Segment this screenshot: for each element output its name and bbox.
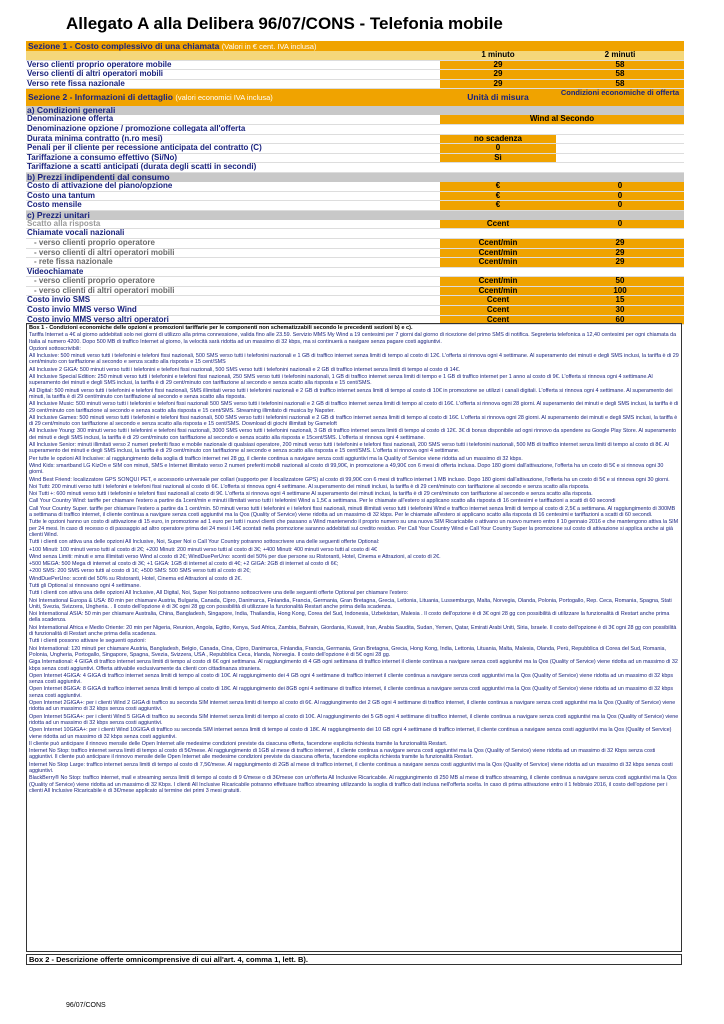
box1-paragraph: Tutti i clienti con attiva una delle opzioni All Inclusive, Noi, Super Noi o Call Your Country potranno sottoscrivere una delle seguenti offerte Optional: [29,539,380,546]
box1-paragraph: All Inclusive 2 GIGA: 500 minuti verso tutti i telefonini e telefoni fissi nazionali, 500 SMS verso tutti i telefonini nazionali e 2 GB di traffico internet senza limiti di tempo al costo di 14€. [29,366,461,373]
scatto-row: Scatto alla risposta Ccent 0 [26,220,684,230]
row-value-2: 29 [556,239,684,248]
row-value-1: € [440,192,556,201]
row-value-2: 0 [556,182,684,191]
section-a-row [26,125,684,135]
row-label: Verso clienti di altri operatori mobili [27,70,164,79]
section-b-header: b) Prezzi indipendenti dal consumo [26,173,684,182]
row-value-2: 58 [556,80,684,89]
row-label: - verso clienti proprio operatore [34,238,155,247]
row-label: Durata minima contratto (n.ro mesi) [27,134,163,143]
row-value-2: 50 [556,277,684,286]
row-label: - verso clienti di altri operatori mobili [34,248,175,257]
row-value-2 [556,154,684,163]
section-c-header: c) Prezzi unitari [26,211,684,220]
row-value-1 [440,125,556,134]
section-a-row [26,144,684,154]
row-label: Verso rete fissa nazionale [27,79,125,88]
col-unit: Unità di misura [467,92,529,103]
box1-paragraph: Opzioni sottoscrivibili: [29,345,81,352]
row-value-1: Ccent/min [440,249,556,258]
box1-paragraph: All Inclusive Music: 500 minuti verso tutti i telefonini e telefoni fissi nazionali 500 SMS verso tutti i telefonini nazionali e 2 GB di traffico internet senza limiti di tempo al costo di 16€. L'offerta si rinnova ogni 28 giorni. Al superamento dei minuti e degli SMS inclusi, la tariffa è di 29 cent/minuto con tariffazione al secondo e senza scatto alla risposta e 15 cent/SMS. Streaming illimitato di musica by Napster. [29,401,679,414]
row-label: Costo di attivazione del piano/opzione [27,181,173,190]
box1-paragraph: Tutti i clienti con attiva una delle opzioni All Inclusive, All Digital, Noi, Super Noi potranno sottoscrivere una delle seguenti offerte Optional per chiamare l'estero: [29,590,409,597]
box1-paragraph: Open Internet 4GIGA: 4 GIGA di traffico internet senza limiti di tempo al costo di 10€. Al raggiungimento dei 4 GB ogni 4 settimane di traffico internet il cliente continua a navigare senza costi aggiuntivi ma la Qos (Quality of Service) viene ridotta ad un massimo di 32 kbps senza costi aggiuntivi. [29,672,674,686]
box1-paragraph: Wind Best Friend: localizzatore GPS SONQUI PET, e accessorio universale per collari (supporto per il localizzatore GPS) al costo di 99,90€ con 6 mesi di traffico internet 1 MB incluso. Dopo 180 giorni dall'attivazione, l'offerta ha un costo di 5€ e si rinnova ogni 30 giorni. [29,476,670,483]
section1-column-header [26,51,684,61]
row-label: Costo mensile [27,201,82,210]
row-value-1: 29 [440,70,556,79]
tariff-table [26,41,684,325]
box1-paragraph: All Inclusive Special Edition: 250 minuti verso tutti i telefonini e telefoni fissi nazionali, 250 SMS verso tutti i telefonini nazionali, 1 GB di traffico internet senza limiti di tempo e 1 GB di traffico internet per 1 anno al costo di 9€. L'offerta si rinnova ogni 4 settimane.Al superamento dei minuti e degli SMS inclusi, la tariffa è di 29 cent/minuto con tariffazione al secondo e senza scatto alla risposta e 15 cent/SMS. [29,374,653,387]
row-value-2: 15 [556,296,684,305]
box1-paragraph: Tariffa Internet a 4€ al giorno addebitati solo nei giorni di utilizzo alla prima connessione, valida fino alle 23.59. Servizio MMS My Wind a 19 centesimi per 7 giorni dal giorno di ricezione del primo SMS di notifica. Segreteria telefonica a 12,40 centesimi per ogni chiamata da Italia al numero 4200. Dopo 500 MB di traffico Internet al giorno, la velocità sarà ridotta ad un massimo di 32 kbps, ma si continuerà a navigare senza pagare costi aggiuntivi. [29,332,677,345]
row-value-1: Ccent/min [440,277,556,286]
box1-paragraph: Call Your Country Super. tariffe per chiamare l'estero a partire da 1 cent/min. 50 minuti verso tutti i telefonini e i telefoni fissi nazionali, minuti illimitati verso tutti i telefonini Wind e traffico internet senza limiti di tempo al costo di 2,5€ a settimana. Al raggiungimento di 300MB a settimana di traffico internet, il cliente continua a navigare senza costi aggiuntivi ma la Qos (Quality of Service) viene ridotta ad un massimo di 32 kbps. Per le chiamate all'estero si applicano scatto alla risposta di 16 centesimi e tariffazioni a scatti di 60 secondi. [29,505,676,519]
row-value-1: 29 [440,80,556,89]
row-label: Tariffazione a scatti anticipati (durata degli scatti in secondi) [27,163,257,172]
row-label: Costo una tantum [27,191,95,200]
box1-paragraph: Open Internet 8GIGA: 8 GIGA di traffico internet senza limiti di tempo al costo di 18€. Al raggiungimento dei 8GB ogni 4 settimane di traffico internet, il cliente continua a navigare senza costi aggiuntivi ma la Qos (Quality of Service) viene ridotta ad un massimo di 32 kbps senza costi aggiuntivi. [29,686,674,699]
box1-paragraph: BlackBerry® No Stop: traffico internet, mail e streaming senza limiti di tempo al costo di 9 €/mese o di 3€/mese con un'offerta All Inclusive Ricaricabile. Al raggiungimento di 250 MB al mese di traffico streaming, il cliente continua a navigare senza costi aggiuntivi ma la Qos (Quality of Service) viene ridotta ad un massimo di 32 Kbps. I clienti All Inclusive Ricaricabile potranno effettuare traffico streaming utilizzando la soglia di traffico dati inclusa nell'offerta scelta. In caso di prima attivazione entro il 1 febbraio 2016, il costo dell'opzione per i clienti All Inclusive Ricaricabile è di 3€/mese applicato al termine dei primi 3 mesi gratuiti. [29,775,677,794]
box1-conditions [26,323,682,952]
row-value-1: Ccent/min [440,239,556,248]
row-label: Costo invio MMS verso Wind [27,306,137,315]
section-b-row [26,182,684,192]
box2-description: Box 2 - Descrizione offerte omnicomprensive di cui all'art. 4, comma 1, lett. B). [26,954,682,965]
row-label: Verso clienti proprio operatore mobile [27,60,172,69]
voice-header-row: Chiamate vocali nazionali [26,229,684,239]
box1-paragraph: Tutti gli Optional si rinnovano ogni 4 settimane. [29,582,141,589]
col-conditions: Condizioni economiche di offerta [560,88,680,98]
box1-paragraph: All Digital: 500 minuti verso tutti i telefonini e telefoni fissi nazionali, SMS illimitati verso tutti i telefonini nazionali e 2 GB di traffico internet senza limiti di tempo al costo di 10€ in promozione se utilizzi i canali digitali. L'offerta si rinnova ogni 4 settimane. Al superamento dei minuti, la tariffa è di 29 cent/minuto con tariffazione al secondo e senza scatto alla risposta. [29,387,673,400]
box1-paragraph: All Inclusive: 500 minuti verso tutti i telefonini e telefoni fissi nazionali, 500 SMS verso tutti i telefonini nazionali e 1 GB di traffico internet senza limiti di tempo al costo di 12€. L'offerta si rinnova ogni 4 settimane. Al superamento dei minuti e degli SMS inclusi, la tariffa è di 29 cent/minuto con tariffazione al secondo e senza scatto alla risposta e 15 cent/SMS [29,353,679,366]
voice-row [26,239,684,249]
row-label: - rete fissa nazionale [34,258,113,267]
section-a-row [26,154,684,164]
box1-paragraph: Per tutte le opzioni All Inclusive: al raggiungimento della soglia di traffico internet nei 28 gg, il cliente continua a navigare senza costi aggiuntivi ma la Quality of Service viene ridotta ad un massimo di 32 kbps. [29,455,523,462]
row-value-2: 58 [556,61,684,70]
section1-header: Sezione 1 - Costo complessivo di una chiamata (Valori in € cent. IVA inclusa) [26,41,684,51]
box1-paragraph: +500 MEGA: 500 Mega di internet al costo di 3€; +1 GIGA: 1GB di internet al costo di 4€; +2 GIGA: 2GB di internet al costo di 6€; [29,561,339,568]
col-1-minute: 1 minuto [481,50,515,59]
row-value-2 [556,125,684,134]
section1-row [26,61,684,71]
voice-row [26,258,684,268]
box1-paragraph: All Inclusive Games: 500 minuti verso tutti i telefonini e telefoni fissi nazionali, 500 SMS verso tutti i telefonini nazionali e 2 GB di traffico internet senza limiti di tempo al costo di 16€. L'offerta si rinnova ogni 28 giorni. Al superamento dei minuti e degli SMS inclusi, la tariffa è di 29 cent/minuto con tariffazione al secondo e senza scatto alla risposta e 15 cent/SMS. Download di giochi illimitati by Gameloft [29,414,678,428]
box1-paragraph: Internet No Stop Large: traffico internet senza limiti di tempo al costo di 7,5€/mese. Al raggiungimento di 2GB al mese di traffico internet, il cliente continua a navigare senza costi aggiuntivi ma la Qos (Quality of Service) viene ridotta ad un massimo di 32 kbps senza costi aggiuntivi. [29,761,673,774]
box1-paragraph: Noi International: 120 minuti per chiamare Austria, Bangladesh, Belgio, Canada, Cina, Cipro, Danimarca, Finlandia, Francia, Germania, Gran Bretagna, Grecia, Hong Kong, India, Lettonia, Lituania, Malta, Malesia, Olanda, Perù, Repubblica di Corea del Sud, Romania, Polonia, Ungheria, Portogallo, Singapore, Spagna, Svezia, Svizzera, USA , Repubblica Ceca, Irlanda, Norvegia. Il costo dell'opzione è di 5€ ogni 28 gg. [29,645,667,658]
row-label: Penali per il cliente per recessione anticipata del contratto (C) [27,144,262,153]
voice-row [26,249,684,259]
row-value-2: 0 [556,201,684,210]
box1-paragraph: Tutte le opzioni hanno un costo di attivazione di 15 euro, in promozione ad 1 euro per tutti i nuovi clienti che passano a Wind mantenendo il proprio numero su una nuova SIM Ricaricabile o attivano un nuovo numero entro il 10 gennaio 2016 e che mantengono attiva la SIM per 24 mesi. In caso di recesso o di passaggio ad altro operatore prima dei 24 mesi i 14€ scontati nella promozione saranno addebitati sul credito residuo. Per Call Your Country Wind e Call Your Country Super la promozione sul costo di attivazione si applica anche ai già clienti Wind. [29,519,679,538]
row-value-2: 100 [556,287,684,296]
offer-name-value: Wind al Secondo [440,115,684,124]
box1-paragraph: Il cliente può anticipare il rinnovo mensile delle Open Internet alle medesime condizioni previste da ciascuna offerta, facendone esplicita richiesta tramite la funzionalità Restart. [29,740,448,747]
box1-paragraph: Noi International ASIA: 50 min per chiamare Australia, China, Bangladesh, Singapore, India, Thailandia, Hong Kong, Corea del Sud, Indonesia, Uzbekistan, Malesia . Il costo dell'opzione è di 3€ ogni 28 gg con possibilità di utilizzare la funzionalità di Restart anche prima della scadenza. [29,611,670,624]
row-value-2 [556,163,684,172]
col-2-minutes: 2 minuti [604,50,636,59]
row-label: - verso clienti di altri operatori mobili [34,286,175,295]
row-value-2: 29 [556,249,684,258]
row-value-1: Ccent [440,296,556,305]
box1-paragraph: All Inclusive Young: 300 minuti verso tutti i telefonini e telefoni fissi nazionali, 3000 SMS verso tutti i telefonini nazionali, 3 GB di traffico internet senza limiti di tempo al costo di 12€. 3€ di bonus disponibile ad ogni rinnovo da spendere su Google Play Store. Al superamento dei minuti e degli SMS inclusi, la tariffa è di 29 cent/minuto con tariffazione al secondo e senza scatto alla risposta e 15cent/SMS. L'offerta si rinnova ogni 4 settimane. [29,428,677,441]
box1-paragraph: Giga International: 4 GIGA di traffico internet senza limiti di tempo al costo di 6€ ogni settimana. Al raggiungimento di 4 GB ogni settimana di traffico internet il cliente continua a navigare senza costi aggiuntivi ma la Qos (Quality of Service) viene ridotta ad un massimo di 32 kbps senza costi aggiuntivi. Offerta attivabile esclusivamente da clienti con cittadinanza straniera. [29,659,678,672]
box1-paragraph: Open Internet 5GIGA+: per i clienti Wind 5 GIGA di traffico su seconda SIM internet senza limiti di tempo al costo di 10€. Al raggiungimento dei 5 GB ogni 4 settimane di traffico internet, il cliente continua a navigare senza costi aggiuntivi ma la Qos (Quality of Service) viene ridotta ad un massimo di 32 kbps senza costi aggiuntivi. [29,713,679,726]
row-label: Costo invio MMS verso altri operatori [27,315,169,324]
row-label: Costo invio SMS [27,296,91,305]
other-price-row [26,296,684,306]
section2-header: Sezione 2 - Informazioni di dettaglio (valori economici IVA inclusa) Unità di misura Condizioni economiche di offerta [26,89,684,106]
section-b-row [26,192,684,202]
row-value-1 [440,163,556,172]
box1-paragraph: Internet No Stop: traffico internet senza limiti di tempo al costo di 5€/mese. Al raggiungimento di 1GB al mese di traffico internet , il cliente continua a navigare senza costi aggiuntivi ma la Qos (Quality of Service) viene ridotta ad un massimo di 32 Kbps senza costi aggiuntivi. Il cliente può anticipare il rinnovo mensile delle Open Internet alle medesime condizioni previste da ciascuna offerta, facendone esplicita richiesta tramite la funzionalità Restart. [29,748,656,761]
row-value-1: no scadenza [440,135,556,144]
row-value-2: 30 [556,306,684,315]
box1-paragraph: Call Your Country Wind: tariffe per chiamare l'estero a partire da 1cent/min e minuti illimitati verso tutti i telefonini Wind a 1,5€ a settimana. Per le chiamate all'estero si applicano scatto alla risposta di 16 centesimi e tariffazioni a scatti di 60 secondi [29,498,616,505]
row-value-1: Ccent [440,306,556,315]
box1-paragraph: Wind Kids: smartband LG KizOn e SIM con minuti, SMS e Internet illimitato verso 2 numeri preferiti mobili nazionali al costo di 99,90€, in promozione a 49,90€ con 6 mesi di offerta inclusa. Dopo 180 giorni dall'attivazione, l'offerta ha un costo di 5€ e si rinnova ogni 30 giorni. [29,462,664,476]
page-footer: 96/07/CONS [66,1002,106,1009]
video-row [26,277,684,287]
row-value-1: 0 [440,144,556,153]
row-value-2: 58 [556,70,684,79]
section-a-row [26,135,684,145]
box1-paragraph: Open Internet 2GIGA+: per i clienti Wind 2 GIGA di traffico su seconda SIM internet senza limiti di tempo al costo di 6€. Al raggiungimento dei 2 GB ogni 4 settimane di traffico internet, il cliente continua a navigare senza costi aggiuntivi ma la Qos (Quality of Service) viene ridotta ad un massimo di 32 kbps senza costi aggiuntivi. [29,700,676,713]
row-label: Denominazione opzione / promozione collegata all'offerta [27,124,246,133]
box1-paragraph: All Inclusive Senior: minuti illimitati verso 2 numeri preferiti fisso e mobile nazionale di qualsiasi operatore, 200 minuti verso tutti i telefonini e telefoni fissi nazionali, 200 SMS verso tutti i telefonini nazionali, 500 MB di traffico internet senza limiti di tempo al costo di 8€. Al superamento dei minuti e degli SMS inclusi, la tariffa è di 29 cent/minuto con tariffazione al secondo e senza scatto alla risposta e 15 cent/SMS. L'offerta si rinnova ogni 4 settimane. [29,442,669,455]
row-value-1: 29 [440,61,556,70]
row-value-1: Ccent [440,316,556,325]
row-label: - verso clienti proprio operatore [34,277,155,286]
video-row [26,287,684,297]
row-label: Tariffazione a consumo effettivo (Si/No) [27,153,178,162]
row-value-1: Ccent/min [440,287,556,296]
other-price-row [26,306,684,316]
offer-name-row: Denominazione offerta Wind al Secondo [26,115,684,125]
box1-paragraph: WindDuePerUno: sconti del 50% su Ristoranti, Hotel, Cinema ed Attrazioni al costo di 2€. [29,575,243,582]
box1-paragraph: Noi Tutti: 200 minuti verso tutti i telefonini e telefoni fissi nazionali al costo di 6€. L'offerta si rinnova ogni 4 settimane. Al superamento dei minuti inclusi, la tariffa è di 29 cent/minuto con tariffazione al secondo e senza scatto alla risposta. [29,483,590,490]
box1-paragraph: +100 Minuti: 100 minuti verso tutti al costo di 2€; +200 Minuti: 200 minuti verso tutti al costo di 3€; +400 Minuti: 400 minuti verso tutti al costo di 4€ [29,546,378,553]
row-value-1: € [440,182,556,191]
row-value-1: Ccent/min [440,258,556,267]
box1-paragraph: Open Internet 10GIGA+: per i clienti Wind 10GIGA di traffico su seconda SIM internet senza limiti di tempo al costo di 18€. Al raggiungimento dei 10 GB ogni 4 settimane di traffico internet, il cliente continua a navigare senza costi aggiuntivi ma la Qos (Quality of Service) viene ridotta ad un massimo di 32 kbps senza costi aggiuntivi. [29,727,672,740]
row-value-1: Sì [440,154,556,163]
page-title: Allegato A alla Delibera 96/07/CONS - Telefonia mobile [66,14,503,33]
box1-paragraph: Noi International Europa & USA: 80 min per chiamare Austria, Bulgaria, Canada, Cipro, Danimarca, Finlandia, Francia, Germania, Gran Bretagna, Grecia, Lettonia, Lituania, Lussemburgo, Malta, Norvegia, Olanda, Polonia, Portogallo, Rep. Ceca, Romania, Spagna, Stati Uniti, Svezia, Svizzera, Ungheria. . Il costo dell'opzione è di 3€ ogni 28 gg con possibilità di utilizzare la funzionalità Restart anche prima della scadenza. [29,597,672,610]
box1-paragraph: +200 SMS: 200 SMS verso tutti al costo di 1€; +500 SMS: 500 SMS verso tutti al costo di 2€; [29,568,251,575]
box1-heading: Box 1 - Condizioni economiche delle opzioni e promozioni tariffarie per le componenti non schematizzabili secondo le precedenti sezioni b) e c). [29,325,413,331]
section1-row [26,70,684,80]
box1-paragraph: Noi International Africa e Medio Oriente: 20 min per Nigeria, Reunion, Angola, Egitto, Kenya, Sud Africa, Zambia, Bahrain, Giordania, Kuwait, Iran, Arabia Saudita, Sudan, Yemen, Qatar, Emirati Arabi Uniti, Siria, Israele. Il costo dell'opzione è di 3€ ogni 28 gg con possibilità di funzionalità di Restart anche prima della scadenza. [29,624,677,638]
section-a-header: a) Condizioni generali [26,106,684,115]
row-value-1: € [440,201,556,210]
box1-paragraph: Wind senza Limiti: minuti e sms illimitati verso Wind al costo di 2€; WindDuePerUno: sconti del 50% per due persone su Ristoranti, Hotel, Cinema e Attrazioni, al costo di 2€. [29,553,441,560]
row-value-2: 29 [556,258,684,267]
row-value-2 [556,135,684,144]
section-b-row [26,201,684,211]
video-header-row: Videochiamate [26,268,684,278]
row-value-2: 60 [556,316,684,325]
box1-paragraph: Tutti i clienti possono attivare le seguenti opzioni: [29,638,146,645]
row-value-2: 0 [556,192,684,201]
row-value-2 [556,144,684,153]
box1-paragraph: Noi Tutti +: 600 minuti verso tutti i telefonini e telefoni fissi nazionali al costo di 9€. L'offerta si rinnova ogni 4 settimane Al superamento dei minuti inclusi, la tariffa è di 29 cent/minuto con tariffazione al secondo e senza scatto alla risposta. [29,491,593,498]
